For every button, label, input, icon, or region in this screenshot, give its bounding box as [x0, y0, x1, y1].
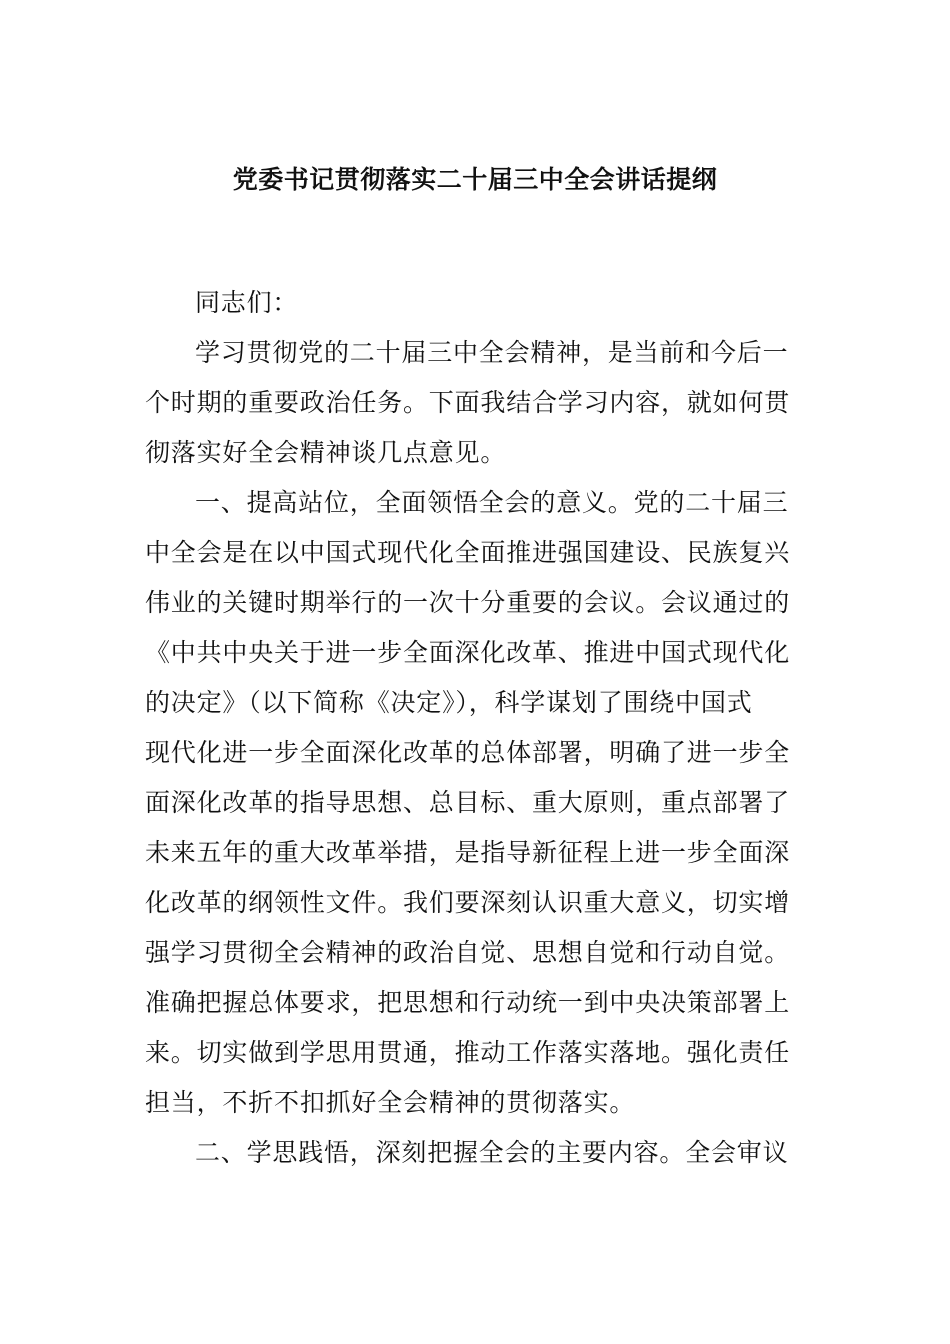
paragraph-line: 中全会是在以中国式现代化全面推进强国建设、民族复兴: [145, 538, 791, 567]
document-title: 党委书记贯彻落实二十届三中全会讲话提纲: [232, 165, 718, 194]
paragraph-line: 面深化改革的指导思想、总目标、重大原则，重点部署了: [145, 788, 791, 817]
paragraph-line: 未来五年的重大改革举措，是指导新征程上进一步全面深: [145, 838, 791, 867]
paragraph-line: 二、学思践悟，深刻把握全会的主要内容。全会审议: [195, 1138, 789, 1167]
paragraph-line: 彻落实好全会精神谈几点意见。: [145, 438, 507, 467]
paragraph-line: 担当，不折不扣抓好全会精神的贯彻落实。: [145, 1088, 636, 1117]
paragraph-line: 来。切实做到学思用贯通，推动工作落实落地。强化责任: [145, 1038, 791, 1067]
paragraph-line: 强学习贯彻全会精神的政治自觉、思想自觉和行动自觉。: [145, 938, 791, 967]
paragraph-line: 准确把握总体要求，把思想和行动统一到中央决策部署上: [145, 988, 791, 1017]
greeting-line: 同志们：: [195, 288, 299, 317]
paragraph-line: 个时期的重要政治任务。下面我结合学习内容，就如何贯: [145, 388, 791, 417]
paragraph-line: 一、提高站位，全面领悟全会的意义。党的二十届三: [195, 488, 789, 517]
document-body: [145, 278, 807, 1178]
paragraph-line: 学习贯彻党的二十届三中全会精神，是当前和今后一: [195, 338, 789, 367]
paragraph-line: 的决定》（以下简称《决定》），科学谋划了围绕中国式: [145, 688, 753, 717]
paragraph-line: 《中共中央关于进一步全面深化改革、推进中国式现代化: [145, 638, 791, 667]
paragraph-line: 现代化进一步全面深化改革的总体部署，明确了进一步全: [145, 738, 791, 767]
paragraph-line: 化改革的纲领性文件。我们要深刻认识重大意义，切实增: [145, 888, 791, 917]
paragraph-line: 伟业的关键时期举行的一次十分重要的会议。会议通过的: [145, 588, 791, 617]
